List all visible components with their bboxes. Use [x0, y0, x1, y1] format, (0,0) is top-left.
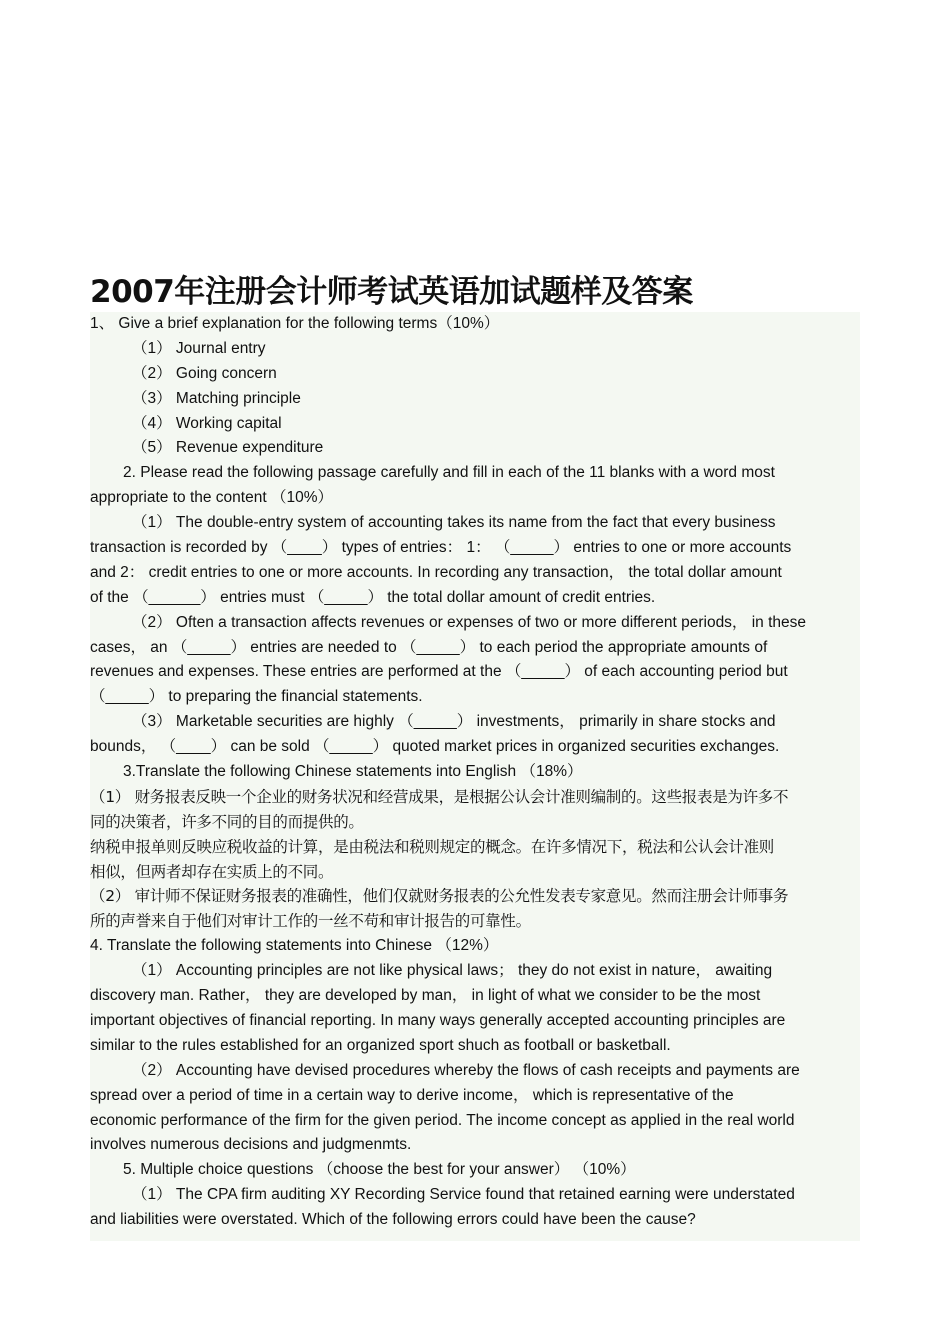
text-line: 所的声誉来自于他们对审计工作的一丝不苟和审计报告的可靠性。: [90, 912, 531, 931]
text-line: transaction is recorded by （____） types of entries： 1： （_____） entries to one or more accounts: [90, 539, 792, 557]
text-line: and 2： credit entries to one or more accounts. In recording any transaction， the total dollar amount: [90, 563, 782, 581]
text-line: cases， an （_____） entries are needed to （_____） to each period the appropriate amounts of: [90, 638, 768, 656]
document-title: 2007年注册会计师考试英语加试题样及答案: [90, 274, 693, 310]
text-line: economic performance of the firm for the given period. The income concept as applied in the real world: [90, 1111, 795, 1129]
text-line: 3.Translate the following Chinese statements into English （18%）: [123, 763, 583, 781]
text-line: 相似，但两者却存在实质上的不同。: [90, 862, 334, 881]
text-line: 4. Translate the following statements into Chinese （12%）: [90, 937, 499, 955]
text-line: （2） Going concern: [132, 364, 277, 382]
text-line: （1） The double-entry system of accounting takes its name from the fact that every business: [132, 514, 776, 532]
text-line: （3） Matching principle: [132, 389, 301, 407]
text-line: bounds， （____） can be sold （_____） quoted market prices in organized securities exchanges.: [90, 738, 780, 756]
text-line: 1、 Give a brief explanation for the following terms（10%）: [90, 315, 500, 332]
text-line: 同的决策者，许多不同的目的而提供的。: [90, 812, 364, 831]
text-line: of the （______） entries must （_____） the total dollar amount of credit entries.: [90, 588, 656, 606]
text-line: （2） Accounting have devised procedures whereby the flows of cash receipts and payments are: [132, 1061, 800, 1079]
text-line: spread over a period of time in a certain way to derive income， which is representative of the: [90, 1086, 734, 1104]
text-line: and liabilities were overstated. Which of the following errors could have been the cause?: [90, 1211, 696, 1229]
text-line: （2） Often a transaction affects revenues or expenses of two or more different periods， in these: [132, 613, 807, 631]
text-line: important objectives of financial reporting. In many ways generally accepted accounting principles are: [90, 1011, 786, 1029]
text-line: （4） Working capital: [132, 414, 282, 432]
text-line: （3） Marketable securities are highly （_____） investments， primarily in share stocks and: [132, 713, 776, 731]
text-line: （_____） to preparing the financial statements.: [90, 688, 423, 706]
document-body: [90, 312, 860, 1241]
text-line: similar to the rules established for an organized sport shuch as football or basketball.: [90, 1036, 671, 1054]
text-line: appropriate to the content （10%）: [90, 489, 333, 507]
text-line: （1） 财务报表反映一个企业的财务状况和经营成果，是根据公认会计准则编制的。这些报表是为许多不: [90, 787, 789, 806]
text-line: revenues and expenses. These entries are performed at the （_____） of each accounting period but: [90, 663, 788, 681]
text-line: （1） Journal entry: [132, 339, 266, 357]
text-line: （1） Accounting principles are not like physical laws； they do not exist in nature， awaiting: [132, 962, 773, 980]
text-line: 2. Please read the following passage carefully and fill in each of the 11 blanks with a word most: [123, 464, 775, 482]
text-line: discovery man. Rather， they are developed by man， in light of what we consider to be the most: [90, 987, 761, 1005]
text-line: 纳税申报单则反映应税收益的计算，是由税法和税则规定的概念。在许多情况下，税法和公认会计准则: [90, 837, 775, 856]
text-line: 5. Multiple choice questions （choose the best for your answer） （10%）: [123, 1161, 636, 1179]
text-line: （5） Revenue expenditure: [132, 439, 324, 457]
text-line: （1） The CPA firm auditing XY Recording Service found that retained earning were understated: [132, 1186, 795, 1204]
text-line: （2） 审计师不保证财务报表的准确性，他们仅就财务报表的公允性发表专家意见。然而注册会计师事务: [90, 887, 789, 906]
text-line: involves numerous decisions and judgmenmts.: [90, 1136, 412, 1154]
